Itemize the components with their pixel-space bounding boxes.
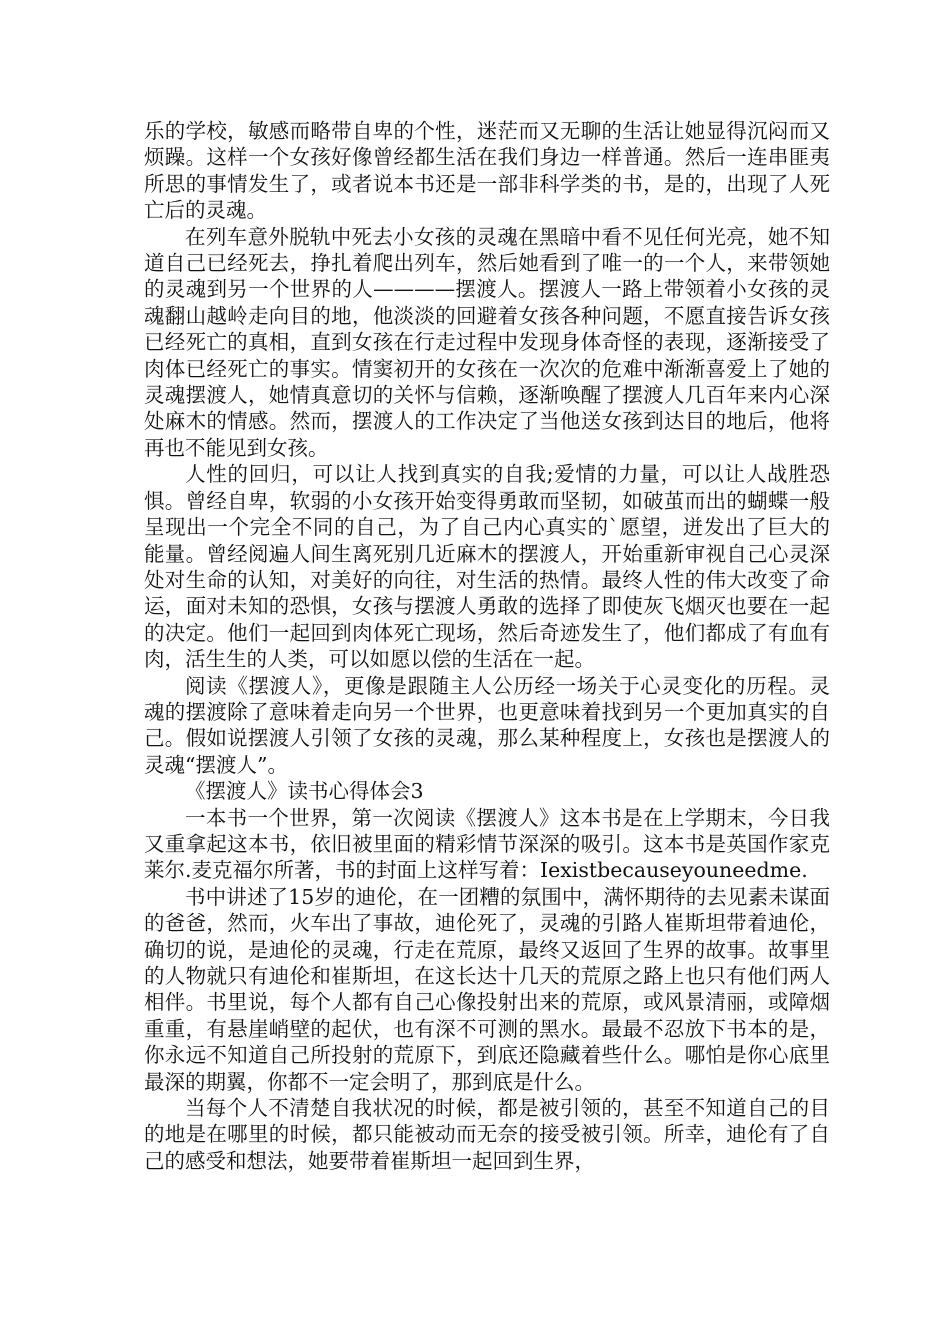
paragraph-6: 书中讲述了15岁的迪伦，在一团糟的氛围中，满怀期待的去见素未谋面的爸爸，然而，火车出了事故，迪伦死了，灵魂的引路人崔斯坦带着迪伦，确切的说，是迪伦的灵魂，行走在荒原，最终又返回了生界的故事。故事里的人物就只有迪伦和崔斯坦，在这长达十几天的荒原之路上也只有他们两人相伴。书里说，每个人都有自己心像投射出来的荒原，或风景清丽，或障烟重重，有悬崖峭壁的起伏，也有深不可测的黑水。最最不忍放下书本的是，你永远不知道自己所投射的荒原下，到底还隐藏着些什么。哪怕是你心底里最深的期翼，你都不一定会明了，那到底是什么。 — [144, 884, 830, 1094]
document-page — [144, 118, 830, 1174]
paragraph-3: 人性的回归，可以让人找到真实的自我;爱情的力量，可以让人战胜恐惧。曾经自卑，软弱的小女孩开始变得勇敢而坚韧，如破茧而出的蝴蝶一般呈现出一个完全不同的自己，为了自己内心真实的`愿望，迸发出了巨大的能量。曾经阅遍人间生离死别几近麻木的摆渡人，开始重新审视自己心灵深处对生命的认知，对美好的向往，对生活的热情。最终人性的伟大改变了命运，面对未知的恐惧，女孩与摆渡人勇敢的选择了即使灰飞烟灭也要在一起的决定。他们一起回到肉体死亡现场，然后奇迹发生了，他们都成了有血有肉，活生生的人类，可以如愿以偿的生活在一起。 — [144, 462, 830, 672]
paragraph-4: 阅读《摆渡人》，更像是跟随主人公历经一场关于心灵变化的历程。灵魂的摆渡除了意味着走向另一个世界，也更意味着找到另一个更加真实的自己。假如说摆渡人引领了女孩的灵魂，那么某种程度上，女孩也是摆渡人的灵魂“摆渡人”。 — [144, 673, 830, 777]
paragraph-1: 乐的学校，敏感而略带自卑的个性，迷茫而又无聊的生活让她显得沉闷而又烦躁。这样一个女孩好像曾经都生活在我们身边一样普通。然后一连串匪夷所思的事情发生了，或者说本书还是一部非科学类的书，是的，出现了人死亡后的灵魂。 — [144, 119, 830, 223]
section-heading: 《摆渡人》读书心得体会3 — [185, 779, 424, 804]
paragraph-7: 当每个人不清楚自我状况的时候，都是被引领的，甚至不知道自己的目的地是在哪里的时候，都只能被动而无奈的接受被引领。所幸，迪伦有了自己的感受和想法，她要带着崔斯坦一起回到生界， — [144, 1096, 830, 1173]
paragraph-2: 在列车意外脱轨中死去小女孩的灵魂在黑暗中看不见任何光亮，她不知道自己已经死去，挣扎着爬出列车，然后她看到了唯一的一个人，来带领她的灵魂到另一个世界的人————摆渡人。摆渡人一路上带领着小女孩的灵魂翻山越岭走向目的地，他淡淡的回避着女孩各种问题，不愿直接告诉女孩已经死亡的真相，直到女孩在行走过程中发现身体奇怪的表现，逐渐接受了肉体已经死亡的事实。情窦初开的女孩在一次次的危难中渐渐喜爱上了她的灵魂摆渡人，她情真意切的关怀与信赖，逐渐唤醒了摆渡人几百年来内心深处麻木的情感。然而，摆渡人的工作决定了当他送女孩到达目的地后，他将再也不能见到女孩。 — [144, 224, 830, 460]
paragraph-5: 一本书一个世界，第一次阅读《摆渡人》这本书是在上学期末，今日我又重拿起这本书，依旧被里面的精彩情节深深的吸引。这本书是英国作家克莱尔.麦克福尔所著，书的封面上这样写着：Iexistbecauseyouneedme. — [144, 805, 830, 883]
